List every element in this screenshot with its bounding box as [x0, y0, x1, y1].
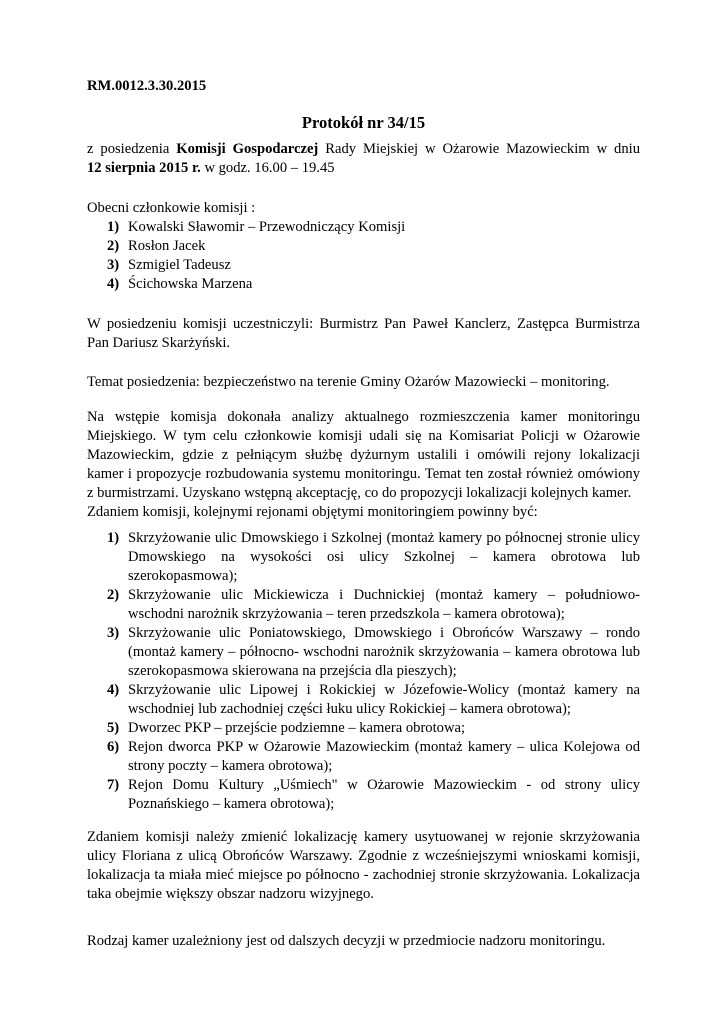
location-item — [87, 624, 640, 681]
location-item — [87, 529, 640, 586]
protocol-title: Protokół nr 34/15 — [301, 113, 426, 132]
location-line: Skrzyżowanie ulic Poniatowskiego, Dmowskiego i Obrońców Warszawy – rondo — [128, 625, 640, 641]
location-line: Dworzec PKP – przejście podziemne – kamera obrotowa; — [128, 720, 466, 736]
member-number: 4) — [107, 276, 120, 292]
location-line: Skrzyżowanie ulic Mickiewicza i Duchnickiej (montaż kamery – południowo- — [128, 587, 640, 603]
analysis-line: Miejskiego. W tym celu członkowie komisji udali się na Komisariat Policji w Ożarowie — [87, 428, 640, 444]
meeting-time: w godz. 16.00 – 19.45 — [200, 160, 335, 176]
member-item — [87, 237, 405, 256]
member-name: Ścichowska Marzena — [128, 276, 253, 292]
document-number: RM.0012.3.30.2015 — [87, 78, 207, 94]
intro-middle: Rady Miejskiej w Ożarowie Mazowieckim w dniu — [318, 141, 640, 157]
member-item — [87, 275, 405, 294]
location-number: 6) — [107, 739, 120, 755]
location-line: Poznańskiego – kamera obrotowa); — [128, 796, 335, 812]
participants-line-1: W posiedzeniu komisji uczestniczyli: Burmistrz Pan Paweł Kanclerz, Zastępca Burmistrza — [87, 316, 640, 332]
location-number: 2) — [107, 587, 120, 603]
location-line: Rejon Domu Kultury „Uśmiech" w Ożarowie Mazowieckim - od strony ulicy — [128, 777, 640, 793]
intro-line-2 — [87, 159, 640, 178]
location-item — [87, 586, 640, 624]
location-number: 1) — [107, 530, 120, 546]
location-line: szerokopasmowa skierowana na przejścia dla pieszych); — [128, 663, 457, 679]
meeting-intro — [87, 140, 640, 178]
member-number: 1) — [107, 219, 120, 235]
locations-list — [87, 529, 640, 814]
intro-line-1 — [87, 140, 640, 159]
location-line: Skrzyżowanie ulic Dmowskiego i Szkolnej (montaż kamery po północnej stronie ulicy — [128, 530, 640, 546]
camera-type-note: Rodzaj kamer uzależniony jest od dalszych decyzji w przedmiocie nadzoru monitoringu. — [87, 933, 606, 949]
location-number: 5) — [107, 720, 120, 736]
analysis-line: kamer i propozycje rozbudowania systemu monitoringu. Temat ten został również omówiony — [87, 466, 640, 482]
participants-paragraph — [87, 315, 640, 353]
location-line: (montaż kamery – północno- wschodni narożnik skrzyżowania – kamera obrotowa lub — [128, 644, 640, 660]
analysis-line: Mazowieckim, gdzie z pełniącym służbę dyżurnym ustalili i omówili rejony lokalizacji — [87, 447, 640, 463]
location-line: Rejon dworca PKP w Ożarowie Mazowieckim (montaż kamery – ulica Kolejowa od — [128, 739, 640, 755]
relocation-line: Zdaniem komisji należy zmienić lokalizację kamery usytuowanej w rejonie skrzyżowania — [87, 829, 640, 845]
relocation-line: ulicy Floriana z ulicą Obrońców Warszawy. Zgodnie z wcześniejszymi wnioskami komisji, — [87, 848, 640, 864]
analysis-line: Na wstępie komisja dokonała analizy aktualnego rozmieszczenia kamer monitoringu — [87, 409, 640, 425]
relocation-line: taka obejmie większy obszar nadzoru wizyjnego. — [87, 886, 374, 902]
analysis-line: z burmistrzami. Uzyskano wstępną akceptację, co do propozycji lokalizacji kolejnych kamer. — [87, 485, 632, 501]
member-name: Kowalski Sławomir – Przewodniczący Komisji — [128, 219, 406, 235]
location-line: strony poczty – kamera obrotowa); — [128, 758, 333, 774]
analysis-paragraph — [87, 408, 640, 522]
committee-name: Komisji Gospodarczej — [176, 141, 319, 157]
relocation-paragraph — [87, 828, 640, 904]
location-line: Skrzyżowanie ulic Lipowej i Rokickiej w Józefowie-Wolicy (montaż kamery na — [128, 682, 640, 698]
member-item — [87, 218, 405, 237]
members-heading: Obecni członkowie komisji : — [87, 200, 256, 216]
member-name: Szmigiel Tadeusz — [128, 257, 231, 273]
meeting-topic: Temat posiedzenia: bezpieczeństwo na terenie Gminy Ożarów Mazowiecki – monitoring. — [87, 374, 610, 390]
analysis-line: Zdaniem komisji, kolejnymi rejonami objętymi monitoringiem powinny być: — [87, 504, 538, 520]
location-line: wschodni narożnik skrzyżowania – teren przedszkola – kamera obrotowa); — [128, 606, 565, 622]
location-item — [87, 719, 640, 738]
relocation-line: lokalizacja ta miała mieć miejsce po północno - zachodniej stronie skrzyżowania. Lokalizacja — [87, 867, 640, 883]
intro-prefix: z posiedzenia — [87, 141, 177, 157]
member-name: Rosłon Jacek — [128, 238, 206, 254]
location-line: Dmowskiego na wysokości osi ulicy Szkolnej – kamera obrotowa lub — [128, 549, 640, 565]
location-item — [87, 776, 640, 814]
location-line: szerokopasmowa); — [128, 568, 238, 584]
location-line: wschodniej lub zachodniej części łuku ulicy Rokickiej – kamera obrotowa); — [128, 701, 571, 717]
member-number: 3) — [107, 257, 120, 273]
meeting-date: 12 sierpnia 2015 r. — [87, 160, 201, 176]
member-number: 2) — [107, 238, 120, 254]
member-item — [87, 256, 405, 275]
location-number: 3) — [107, 625, 120, 641]
members-list — [87, 218, 405, 294]
participants-line-2: Pan Dariusz Skarżyński. — [87, 335, 231, 351]
location-number: 7) — [107, 777, 120, 793]
location-item — [87, 681, 640, 719]
location-item — [87, 738, 640, 776]
location-number: 4) — [107, 682, 120, 698]
